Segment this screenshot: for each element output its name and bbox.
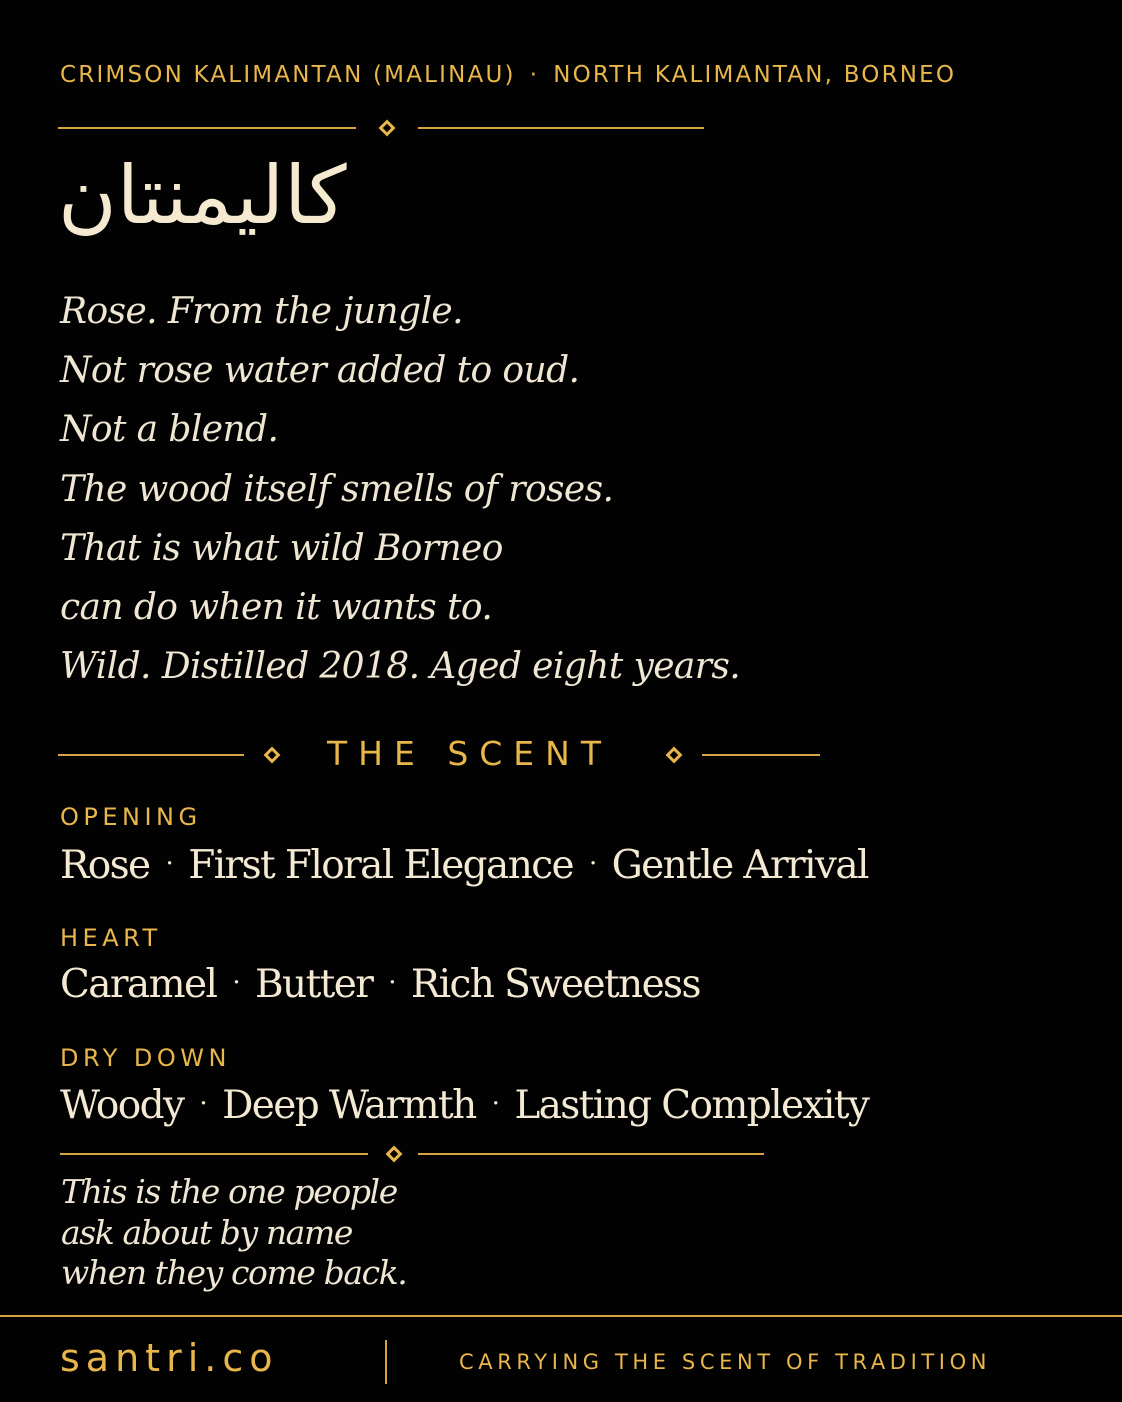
note-item: Gentle Arrival <box>611 843 868 888</box>
opening-label: OPENING <box>60 803 202 831</box>
closing-statement <box>61 1172 406 1294</box>
footer-divider <box>385 1340 387 1384</box>
poem-line: Rose. From the jungle. <box>60 291 463 332</box>
top-diamond-icon <box>379 120 396 137</box>
closing-rule-right <box>418 1153 764 1155</box>
closing-rule-left <box>60 1153 368 1155</box>
note-separator: · <box>588 849 596 879</box>
note-separator: · <box>165 849 173 879</box>
note-separator: · <box>199 1089 207 1119</box>
header-separator: · <box>529 62 540 88</box>
poem-line: Not a blend. <box>60 409 279 451</box>
note-item: Lasting Complexity <box>514 1083 869 1128</box>
poem <box>60 282 740 696</box>
poem-line: The wood itself smells of roses. <box>60 468 614 510</box>
note-item: Butter <box>255 962 373 1007</box>
note-separator: · <box>232 968 239 998</box>
closing-line: when they come back. <box>61 1253 407 1292</box>
closing-diamond-icon <box>386 1146 403 1163</box>
opening-notes <box>60 843 868 888</box>
footer-rule <box>0 1315 1122 1317</box>
product-origin: NORTH KALIMANTAN, BORNEO <box>553 62 957 88</box>
brand-link[interactable]: santri.co <box>60 1336 279 1380</box>
closing-line: ask about by name <box>61 1212 352 1252</box>
note-item: Deep Warmth <box>222 1083 476 1128</box>
note-item: Woody <box>60 1083 184 1128</box>
poem-line: can do when it wants to. <box>60 587 493 629</box>
note-separator: · <box>388 968 395 998</box>
note-item: Rich Sweetness <box>410 962 700 1007</box>
heart-notes <box>60 962 700 1007</box>
brand-tagline: CARRYING THE SCENT OF TRADITION <box>459 1350 992 1374</box>
scent-section-title: THE SCENT <box>327 734 612 773</box>
note-item: Caramel <box>60 962 217 1007</box>
top-rule-right <box>418 127 704 129</box>
note-separator: · <box>491 1089 499 1119</box>
scent-diamond-right-icon <box>666 747 683 764</box>
arabic-title: كاليمنتان <box>58 149 347 242</box>
product-header <box>60 62 956 88</box>
dry-down-label: DRY DOWN <box>60 1044 231 1072</box>
dry-down-notes <box>60 1083 868 1128</box>
poem-line: Wild. Distilled 2018. Aged eight years. <box>60 646 741 688</box>
top-rule-left <box>58 127 356 129</box>
poem-line: That is what wild Borneo <box>60 527 503 569</box>
heart-label: HEART <box>60 924 162 952</box>
scent-rule-left <box>58 754 244 756</box>
scent-diamond-left-icon <box>264 747 281 764</box>
note-item: First Floral Elegance <box>188 843 573 888</box>
scent-rule-right <box>702 754 820 756</box>
product-name: CRIMSON KALIMANTAN (MALINAU) <box>60 62 516 88</box>
note-item: Rose <box>60 843 150 888</box>
closing-line: This is the one people <box>61 1172 397 1211</box>
poem-line: Not rose water added to oud. <box>60 350 580 392</box>
